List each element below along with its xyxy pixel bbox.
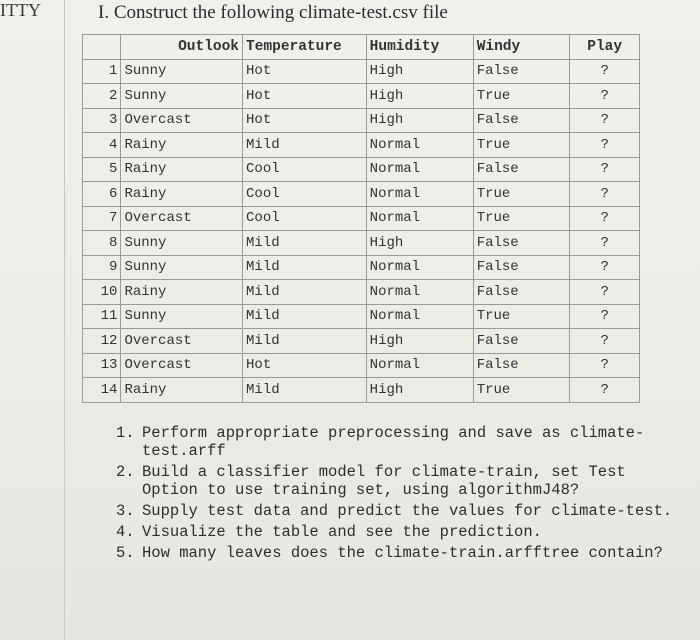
question-list [116, 424, 676, 565]
cell-windy: False [473, 353, 570, 378]
table-row [83, 59, 640, 84]
cell-outlook: Sunny [121, 84, 243, 109]
header-temperature: Temperature [243, 35, 367, 60]
cell-play: ? [570, 378, 640, 403]
cell-outlook: Sunny [121, 231, 243, 256]
header-index [83, 35, 121, 60]
cell-outlook: Rainy [121, 280, 243, 305]
question-text: How many leaves does the climate-train.arfftree contain? [142, 544, 663, 562]
table-row [83, 182, 640, 207]
cell-play: ? [570, 304, 640, 329]
cell-index: 2 [83, 84, 121, 109]
question-item [116, 463, 676, 499]
question-number: 1. [116, 424, 135, 442]
table-row [83, 133, 640, 158]
cell-temperature: Hot [243, 353, 367, 378]
cell-temperature: Hot [243, 59, 367, 84]
margin-rule [64, 0, 65, 640]
cell-windy: False [473, 59, 570, 84]
cell-index: 7 [83, 206, 121, 231]
cell-play: ? [570, 133, 640, 158]
cell-index: 9 [83, 255, 121, 280]
page-title: I. Construct the following climate-test.csv file [98, 2, 448, 23]
cell-temperature: Cool [243, 206, 367, 231]
question-number: 4. [116, 523, 135, 541]
table-row [83, 255, 640, 280]
cell-windy: False [473, 255, 570, 280]
cell-index: 5 [83, 157, 121, 182]
table-row [83, 84, 640, 109]
cell-windy: True [473, 84, 570, 109]
table-row [83, 304, 640, 329]
cell-humidity: Normal [366, 157, 473, 182]
cell-play: ? [570, 329, 640, 354]
cell-outlook: Overcast [121, 353, 243, 378]
cell-temperature: Mild [243, 329, 367, 354]
cell-windy: False [473, 329, 570, 354]
cell-temperature: Mild [243, 304, 367, 329]
question-item [116, 544, 676, 562]
cell-humidity: High [366, 378, 473, 403]
cell-play: ? [570, 255, 640, 280]
table-row [83, 108, 640, 133]
cell-humidity: Normal [366, 304, 473, 329]
header-windy: Windy [473, 35, 570, 60]
cell-play: ? [570, 182, 640, 207]
cell-temperature: Mild [243, 231, 367, 256]
cell-temperature: Mild [243, 378, 367, 403]
cell-play: ? [570, 84, 640, 109]
table-row [83, 231, 640, 256]
question-item [116, 424, 676, 460]
table-row [83, 280, 640, 305]
cell-windy: True [473, 304, 570, 329]
cell-temperature: Hot [243, 108, 367, 133]
cell-windy: True [473, 206, 570, 231]
cell-outlook: Rainy [121, 157, 243, 182]
climate-table [82, 34, 640, 403]
cell-outlook: Sunny [121, 255, 243, 280]
header-outlook: Outlook [121, 35, 243, 60]
margin-label: ITTY [0, 0, 41, 20]
cell-outlook: Overcast [121, 329, 243, 354]
cell-humidity: Normal [366, 182, 473, 207]
question-text: Build a classifier model for climate-train, set Test Option to use training set, using algorithmJ48? [142, 463, 626, 499]
cell-humidity: High [366, 231, 473, 256]
cell-humidity: Normal [366, 280, 473, 305]
table-row [83, 378, 640, 403]
cell-index: 1 [83, 59, 121, 84]
cell-windy: False [473, 157, 570, 182]
question-text: Visualize the table and see the prediction. [142, 523, 542, 541]
cell-outlook: Sunny [121, 304, 243, 329]
cell-humidity: High [366, 108, 473, 133]
question-item [116, 502, 676, 520]
cell-windy: False [473, 280, 570, 305]
header-humidity: Humidity [366, 35, 473, 60]
cell-humidity: Normal [366, 255, 473, 280]
cell-play: ? [570, 108, 640, 133]
cell-temperature: Mild [243, 280, 367, 305]
cell-windy: True [473, 182, 570, 207]
cell-play: ? [570, 59, 640, 84]
cell-humidity: Normal [366, 353, 473, 378]
question-text: Perform appropriate preprocessing and save as climate-test.arff [142, 424, 645, 460]
cell-play: ? [570, 353, 640, 378]
cell-temperature: Cool [243, 157, 367, 182]
cell-outlook: Rainy [121, 182, 243, 207]
cell-temperature: Mild [243, 255, 367, 280]
cell-outlook: Rainy [121, 378, 243, 403]
cell-index: 12 [83, 329, 121, 354]
question-number: 2. [116, 463, 135, 481]
cell-windy: False [473, 231, 570, 256]
cell-outlook: Sunny [121, 59, 243, 84]
cell-temperature: Hot [243, 84, 367, 109]
question-number: 5. [116, 544, 135, 562]
cell-outlook: Overcast [121, 108, 243, 133]
cell-play: ? [570, 206, 640, 231]
cell-windy: True [473, 378, 570, 403]
cell-index: 8 [83, 231, 121, 256]
cell-humidity: High [366, 59, 473, 84]
table-header-row [83, 35, 640, 60]
cell-humidity: Normal [366, 133, 473, 158]
cell-index: 11 [83, 304, 121, 329]
cell-windy: True [473, 133, 570, 158]
cell-temperature: Cool [243, 182, 367, 207]
cell-humidity: High [366, 84, 473, 109]
cell-humidity: High [366, 329, 473, 354]
cell-index: 6 [83, 182, 121, 207]
table-row [83, 329, 640, 354]
cell-play: ? [570, 231, 640, 256]
cell-index: 4 [83, 133, 121, 158]
cell-index: 3 [83, 108, 121, 133]
question-number: 3. [116, 502, 135, 520]
table-row [83, 206, 640, 231]
header-play: Play [570, 35, 640, 60]
cell-outlook: Rainy [121, 133, 243, 158]
cell-index: 14 [83, 378, 121, 403]
cell-index: 13 [83, 353, 121, 378]
cell-play: ? [570, 157, 640, 182]
cell-play: ? [570, 280, 640, 305]
cell-windy: False [473, 108, 570, 133]
question-item [116, 523, 676, 541]
table-row [83, 353, 640, 378]
cell-temperature: Mild [243, 133, 367, 158]
cell-humidity: Normal [366, 206, 473, 231]
cell-outlook: Overcast [121, 206, 243, 231]
table-row [83, 157, 640, 182]
cell-index: 10 [83, 280, 121, 305]
question-text: Supply test data and predict the values for climate-test. [142, 502, 673, 520]
table-body [83, 59, 640, 402]
